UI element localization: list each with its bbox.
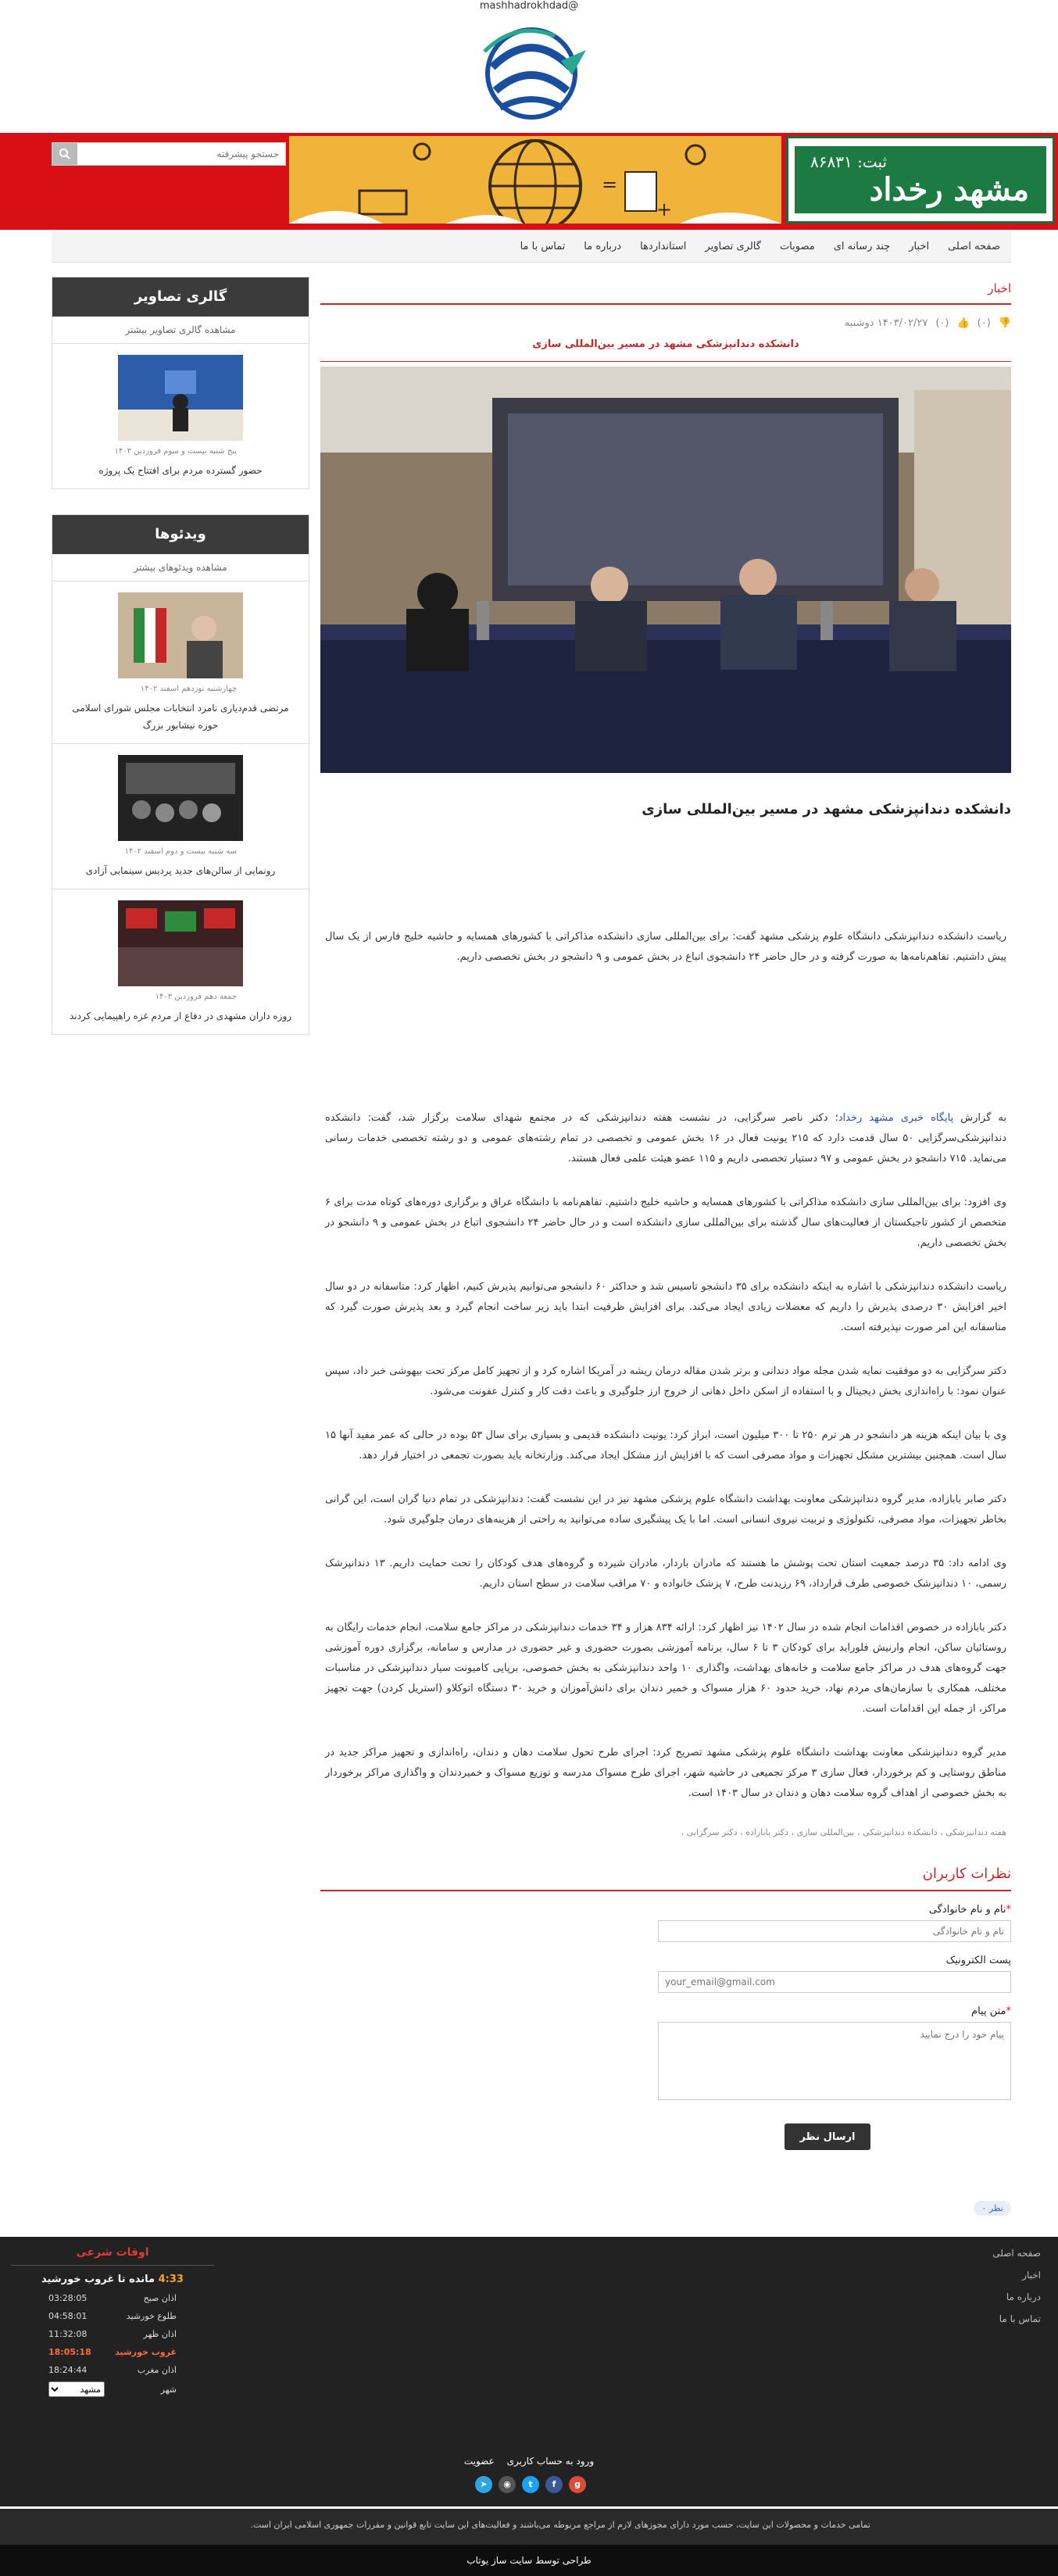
site-handle: mashhadrokhdad@ xyxy=(479,0,579,12)
list-item[interactable] xyxy=(52,889,309,1034)
footer xyxy=(0,2237,1058,2506)
item-title[interactable]: رونمایی از سالن‌های جدید پردیس سینمایی آزادی xyxy=(85,865,276,876)
footer-link-news[interactable]: اخبار xyxy=(1022,2270,1041,2281)
article-paragraph xyxy=(325,1108,1006,1169)
city-select[interactable] xyxy=(48,2381,105,2397)
nav-item-about[interactable]: درباره ما xyxy=(584,241,622,252)
article-headline: دانشکده دندانپزشکی مشهد در مسیر بین‌المللی سازی xyxy=(642,801,1011,818)
article-lead: ریاست دانشکده دندانپزشکی دانشگاه علوم پزشکی مشهد گفت: برای بین‌المللی سازی دانشکده مذاکراتی با کشورهای همسایه و حاشیه خلیج فارس از یک سال پیش داشتیم. تفاهم‌نامه‌ها به صورت گرفته و در حال حاضر ۲۴ دانشجوی اتباع در بخش عمومی و ۹ دانشجو در بخش تخصصی داریم. xyxy=(325,931,1006,963)
required-mark: * xyxy=(1006,1904,1011,1916)
search-input[interactable] xyxy=(79,143,285,165)
remaining-time: 4:33 xyxy=(158,2274,184,2285)
prayer-row: اذان مغرب 18:24:44 xyxy=(48,2365,177,2375)
videos-more-link[interactable]: مشاهده ویدئوهای بیشتر xyxy=(134,562,227,573)
name-row xyxy=(320,1904,1011,1942)
footer-link-about[interactable]: درباره ما xyxy=(1006,2292,1041,2302)
name-field[interactable] xyxy=(658,1920,1011,1942)
footer-link-home[interactable]: صفحه اصلی xyxy=(992,2248,1041,2259)
nav-item-resolutions[interactable]: مصوبات xyxy=(779,241,815,252)
article-tags[interactable]: هفته دندانپزشکی ، دانشکده دندانپزشکی ، بین‌المللی سازی ، دکتر بابازاده ، دکتر سرگزایی ، xyxy=(681,1827,1006,1837)
videos-title: ویدئوها xyxy=(52,515,309,554)
nav-item-news[interactable]: اخبار xyxy=(909,241,930,252)
source-link[interactable]: پایگاه خبری مشهد رخداد؛ xyxy=(835,1112,954,1124)
header-banner xyxy=(0,133,1058,230)
section-title: اخبار xyxy=(320,277,1011,305)
article-paragraph: وی با بیان اینکه هزینه هر دانشجو در هر ترم ۲۵۰ تا ۳۰۰ میلیون است، ابراز کرد: یونیت دانشکده قدیمی و بسیاری برای سال ۵۳ بوده در حالی که عمر مفید آنها ۱۵ سال است. همچنین بیشترین مشکل تجهیزات و مواد مصرفی است که با افزایش ارز مشکل ایجاد می‌کند. وزارتخانه باید بصورت تجمعی در اختیار قرار دهد. xyxy=(325,1429,1006,1462)
banner-artwork xyxy=(289,136,781,224)
gallery-title: گالری تصاویر xyxy=(52,277,309,317)
designed-by[interactable]: طراحی توسط سایت ساز یوتاب xyxy=(0,2545,1058,2576)
article-column xyxy=(320,277,1011,2150)
article-paragraph: دکتر سرگزایی به دو موفقیت نمایه شدن مجله مواد دندانی و برتر شدن مقاله درمان ریشه در آمریکا اشاره کرد و از تجهیز کامل مرکز تحت بیهوشی خبر داد، سپس عنوان نمود: با راه‌اندازی بخش دیجیتال و با استفاده از اسکن داخل دهانی از خروج ارز جلوگیری و باعث دقت کار و کنترل عفونت می‌شود. xyxy=(325,1365,1006,1397)
comment-count-badge: ۰ نظر xyxy=(974,2201,1011,2216)
article-meta xyxy=(320,317,1011,329)
article-paragraph: وی ادامه داد: ۳۵ درصد جمعیت استان تحت پوشش ما هستند که مادران باردار، مادران شیرده و گروه‌های هدف کودکان را تحت حمایت داریم. ۱۳ دندانپزشک رسمی، ۱۰ دندانپزشک خصوصی طرف قرارداد، ۶۹ رزیدنت طرح، ۷ پزشک خانواده و ۷۰ مراقب سلامت در سطح استان داریم. xyxy=(325,1558,1007,1590)
account-links xyxy=(0,2456,1058,2467)
item-date: جمعه دهم فروردین ۱۴۰۳ xyxy=(155,993,237,1001)
message-label: *متن پیام xyxy=(971,2005,1011,2017)
like-icon[interactable]: 👍 xyxy=(956,317,970,329)
name-label: *نام و نام خانوادگی xyxy=(928,1904,1011,1916)
nav-item-contact[interactable]: تماس با ما xyxy=(520,241,566,252)
dislike-count: (۰) xyxy=(977,317,991,329)
email-field[interactable] xyxy=(658,1971,1011,1993)
footer-link-contact[interactable]: تماس با ما xyxy=(999,2313,1041,2324)
videos-box xyxy=(52,514,309,1035)
video-thumb[interactable] xyxy=(118,755,243,841)
site-logo[interactable] xyxy=(469,13,594,130)
submit-comment-button[interactable]: ارسال نظر xyxy=(785,2123,870,2150)
footer-links xyxy=(992,2248,1041,2335)
nav-item-multimedia[interactable]: چند رسانه ای xyxy=(833,241,891,252)
search-icon xyxy=(59,148,71,160)
search-button[interactable] xyxy=(52,143,77,165)
brand-plate xyxy=(795,146,1046,213)
nav-item-standards[interactable]: استانداردها xyxy=(640,241,687,252)
item-date: سه شنبه بیست و دوم اسفند ۱۴۰۲ xyxy=(124,847,237,856)
video-thumb[interactable] xyxy=(118,900,243,986)
gallery-thumb[interactable] xyxy=(118,355,243,441)
like-count: (۰) xyxy=(935,317,949,329)
globe-illustration xyxy=(289,136,781,224)
city-row xyxy=(11,2381,214,2397)
brand-number: ثبت: ۸۶۸۳۱ xyxy=(810,152,888,171)
message-row xyxy=(320,2005,1011,2103)
rss-icon[interactable]: ◉ xyxy=(499,2476,516,2493)
item-title[interactable]: حضور گسترده مردم برای افتتاح یک پروژه xyxy=(98,465,263,476)
list-item[interactable] xyxy=(52,743,309,889)
article-date: ۱۴۰۳/۰۲/۲۷ دوشنبه xyxy=(844,317,928,329)
prayer-times-widget xyxy=(11,2246,214,2397)
subtitle-divider xyxy=(320,361,1011,362)
item-date: چهارشنبه نوزدهم اسفند ۱۴۰۲ xyxy=(140,685,237,693)
article-body xyxy=(320,1108,1011,1804)
gallery-box xyxy=(52,277,309,489)
item-title[interactable]: مرتضی قدم‌دیاری نامزد انتخابات مجلس شورای اسلامی حوزه نیشابور بزرگ xyxy=(72,703,289,731)
brand-panel xyxy=(786,136,1055,224)
google-plus-icon[interactable]: g xyxy=(569,2476,586,2493)
social-icons xyxy=(475,2476,586,2493)
disclaimer: تمامی خدمات و محصولات این سایت، حسب مورد دارای مجوزهای لازم از مراجع مربوطه می‌باشند و فعالیت‌های این سایت تابع قوانین و مقررات جمهوری اسلامی ایران است. xyxy=(0,2509,1058,2545)
nav-item-gallery[interactable]: گالری تصاویر xyxy=(705,241,761,252)
article-subtitle: دانشکده دندانپزشکی مشهد در مسیر بین‌المللی سازی xyxy=(532,338,799,350)
article-paragraph: دکتر صابر بابازاده، مدیر گروه دندانپزشکی معاونت بهداشت دانشگاه علوم پزشکی مشهد نیز در این نشست گفت: دندانپزشکی در تمام دنیا گران است، این گرانی بخاطر تجهیزات، مواد مصرفی، تکنولوژی و تربیت نیروی انسانی است. اما با یک پیشگیری ساده می‌توانید به راحتی از هزینه‌های درمان جلوگیری شود. xyxy=(325,1494,1006,1526)
gallery-more-link[interactable]: مشاهده گالری تصاویر بیشتر xyxy=(125,324,236,335)
prayer-row: طلوع خورشید 04:58:01 xyxy=(48,2311,177,2321)
prayer-remaining xyxy=(11,2274,214,2285)
svg-text:+: + xyxy=(656,199,673,220)
telegram-icon[interactable]: ➤ xyxy=(475,2476,492,2493)
search-box xyxy=(52,142,286,166)
brand-name: مشهد رخداد xyxy=(869,171,1029,208)
item-title[interactable]: روزه داران مشهدی در دفاع از مردم غزه راهپیمایی کردند xyxy=(69,1011,292,1021)
comments-title: نظرات کاربران xyxy=(320,1866,1011,1891)
list-item[interactable] xyxy=(52,343,309,488)
login-link[interactable]: ورود به حساب کاربری xyxy=(506,2456,595,2467)
prayer-row-highlighted: غروب خورشید 18:05:18 xyxy=(48,2347,177,2357)
email-label: پست الکترونیک xyxy=(945,1955,1011,1966)
required-mark: * xyxy=(1006,2005,1011,2017)
prayer-row: اذان ظهر 11:32:08 xyxy=(48,2329,177,2339)
email-row xyxy=(320,1955,1011,1993)
facebook-icon[interactable]: f xyxy=(545,2476,563,2493)
prayer-title: اوقات شرعی xyxy=(11,2246,214,2266)
list-item[interactable] xyxy=(52,581,309,743)
video-thumb[interactable] xyxy=(118,592,243,678)
article-photo xyxy=(320,367,1011,773)
dislike-icon[interactable]: 👎 xyxy=(998,317,1011,329)
city-label: شهر xyxy=(160,2384,177,2395)
main-nav xyxy=(52,231,1011,263)
paragraph-text: دکتر ناصر سرگزایی، در نشست هفته دندانپزشکی که در مجتمع شهدای سلامت برگزار شد، گفت: دانشکده دندانپزشکی‌سرگزایی ۵۰ سال قدمت دارد که ۲۱۵ یونیت فعال در ۱۶ بخش عمومی و تخصصی در تمام رشته‌های عمومی و دو رشته تخصصی خدمات رسانی می‌نماید. ۷۱۵ دانشجو در بخش عمومی و ۹۷ دستیار تخصصی داریم و ۱۱۵ عضو هیئت علمی فعال هستند. xyxy=(325,1112,1007,1165)
remaining-text: مانده تا غروب خورشید xyxy=(41,2274,155,2285)
article-paragraph: ریاست دانشکده دندانپزشکی با اشاره به اینکه دانشکده برای ۳۵ دانشجو تاسیس شد و حداکثر ۶۰ دانشجو می‌توانیم پذیرش کنیم، اظهار کرد: متاسفانه در دو سال اخیر افزایش ۳۰ درصدی پذیرش را داریم که معضلات زیادی ایجاد می‌کند. برای افزایش ظرفیت ابتدا باید زیر ساخت انجام گیرد و بعد پذیرش صورت گیرد که متاسفانه این امر صورت نپذیرفته است. xyxy=(325,1281,1007,1333)
twitter-icon[interactable]: t xyxy=(522,2476,539,2493)
register-link[interactable]: عضویت xyxy=(463,2456,495,2467)
article-paragraph: وی افزود: برای بین‌المللی سازی دانشکده مذاکراتی با کشورهای همسایه و حاشیه خلیج داشتیم. تفاهم‌نامه با دانشگاه عراق و برگزاری دوره‌های کوتاه مدت برای ۶ متخصص از کشور تاجیکستان از فعالیت‌های سال گذشته برای بین‌المللی سازی دانشکده است و در حال حاضر ۲۴ دانشجوی اتباع در بخش عمومی و ۹ دانشجو در بخش تخصصی داریم. xyxy=(325,1197,1006,1249)
source-prefix: به گزارش xyxy=(960,1112,1007,1124)
prayer-row: اذان صبح 03:28:05 xyxy=(48,2293,177,2303)
svg-text:=: = xyxy=(602,174,618,195)
article-paragraph: دکتر بابازاده در خصوص اقدامات انجام شده در سال ۱۴۰۲ نیز اظهار کرد: ارائه ۸۳۴ هزار و ۳۴ خدمات دندانپزشکی در مراکز جامع سلامت، انجام خدمات رایگان به روستائیان ساکن، انجام وارنیش فلوراید برای کودکان ۳ تا ۶ سال، برنامه آموزشی بصورت حضوری و غیر حضوری در مدارس و سامانه، برگزاری دوره آموزشی جهت گروه‌های هدف در مراکز جامع سلامت و خانه‌های بهداشت، واگذاری ۱۰ واحد دندانپزشکی به بخش خصوصی، برپایی کامیونت سیار دندانپزشکی در مناسبات مختلف، همکاری با سازمان‌های مردم نهاد، خرید حدود ۶۰ هزار مسواک و خمیر دندان برای دانش‌آموزان و خرید ۳۰ دستگاه اتوکلاو (استریل کردن) جهت تجهیز مراکز، از جمله این اقدامات است. xyxy=(325,1622,1007,1715)
nav-item-home[interactable]: صفحه اصلی xyxy=(948,241,1000,252)
article-paragraph: مدیر گروه دندانپزشکی معاونت بهداشت دانشگاه علوم پزشکی مشهد تصریح کرد: اجرای طرح تحول سلامت دهان و دندان، راه‌اندازی و تجهیز مراکز جدید در مناطق روستایی و کم برخوردار، فعال سازی ۳ مرکز تجمیعی در حاشیه شهر، اجرای طرح مسواک مدرسه و توزیع مسواک و خمیردندان و واگذاری مراکز برخوردار به بخش خصوصی از اهداف گروه سلامت دهان و دندان در سال ۱۴۰۳ است. xyxy=(325,1747,1006,1799)
message-field[interactable] xyxy=(658,2022,1011,2100)
item-date: پنج شنبه بیست و سوم فروردین ۱۴۰۳ xyxy=(114,447,237,456)
